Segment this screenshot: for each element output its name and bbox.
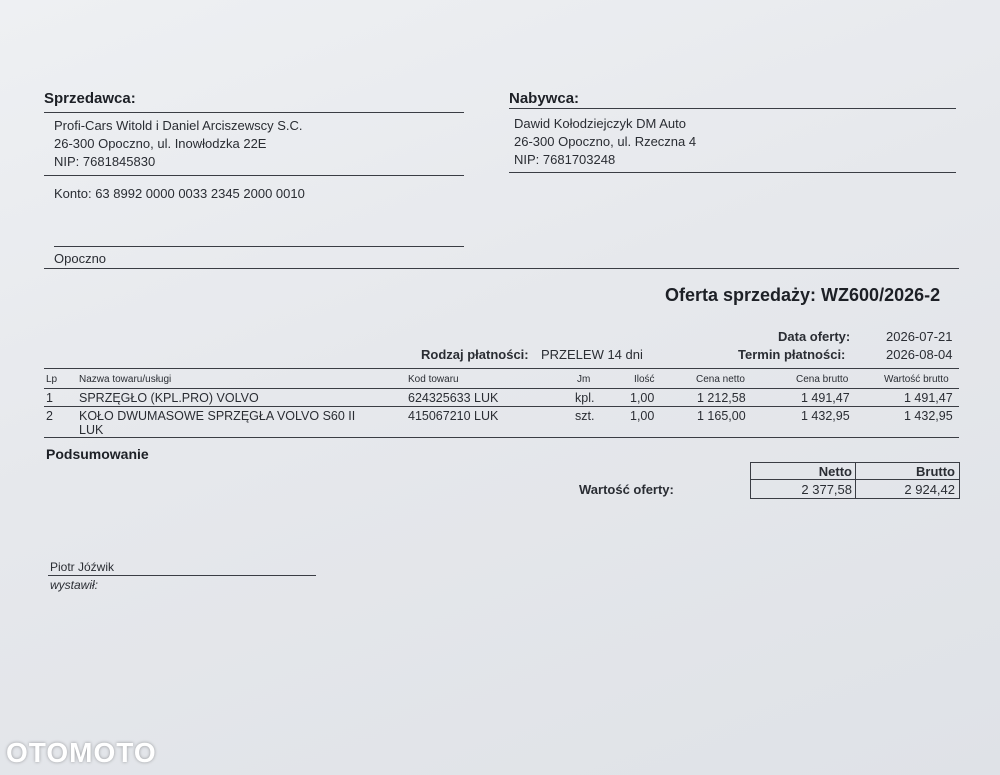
row-name: SPRZĘGŁO (KPL.PRO) VOLVO bbox=[79, 391, 259, 405]
otomoto-watermark-logo: OTOMOTO bbox=[6, 737, 157, 768]
row-name-cont: LUK bbox=[79, 423, 104, 437]
buyer-heading: Nabywca: bbox=[509, 90, 580, 107]
row-lp: 1 bbox=[46, 391, 53, 405]
row-unit: szt. bbox=[575, 409, 595, 423]
seller-name: Profi-Cars Witold i Daniel Arciszewscy S.C. bbox=[54, 118, 303, 133]
summary-brutto-value: 2 924,42 bbox=[904, 482, 955, 497]
seller-rule-bottom bbox=[54, 246, 464, 247]
payment-method-value: PRZELEW 14 dni bbox=[541, 347, 643, 362]
col-header-gross: Cena brutto bbox=[796, 374, 849, 385]
row-lp: 2 bbox=[46, 409, 53, 423]
payment-method-label: Rodzaj płatności: bbox=[421, 347, 529, 362]
col-header-name: Nazwa towaru/usługi bbox=[79, 374, 172, 385]
col-header-qty: Ilość bbox=[634, 374, 655, 385]
buyer-nip: NIP: 7681703248 bbox=[514, 152, 616, 167]
seller-address: 26-300 Opoczno, ul. Inowłodzka 22E bbox=[54, 136, 267, 151]
seller-rule-top bbox=[44, 112, 464, 113]
table-row-divider bbox=[44, 406, 959, 407]
row-total: 1 491,47 bbox=[904, 391, 953, 405]
table-rule-top bbox=[44, 368, 959, 369]
offer-title: Oferta sprzedaży: WZ600/2026-2 bbox=[665, 285, 941, 305]
buyer-name: Dawid Kołodziejczyk DM Auto bbox=[514, 116, 686, 131]
issuer-label: wystawił: bbox=[50, 578, 99, 592]
summary-heading: Podsumowanie bbox=[46, 446, 149, 462]
row-total: 1 432,95 bbox=[904, 409, 953, 423]
payment-due-value: 2026-08-04 bbox=[886, 347, 953, 362]
offer-value-label: Wartość oferty: bbox=[579, 482, 674, 497]
summary-box-divider bbox=[855, 462, 856, 498]
buyer-address: 26-300 Opoczno, ul. Rzeczna 4 bbox=[514, 134, 697, 149]
row-unit: kpl. bbox=[575, 391, 595, 405]
col-header-net: Cena netto bbox=[696, 374, 745, 385]
table-rule-bottom bbox=[44, 437, 959, 438]
col-header-code: Kod towaru bbox=[408, 374, 459, 385]
offer-date-value: 2026-07-21 bbox=[886, 329, 953, 344]
row-net: 1 212,58 bbox=[697, 391, 746, 405]
row-code: 624325633 LUK bbox=[408, 391, 499, 405]
seller-city: Opoczno bbox=[54, 251, 107, 266]
row-gross: 1 491,47 bbox=[801, 391, 850, 405]
col-header-unit: Jm bbox=[577, 374, 591, 385]
row-code: 415067210 LUK bbox=[408, 409, 499, 423]
offer-date-label: Data oferty: bbox=[778, 329, 851, 344]
seller-rule-mid bbox=[44, 175, 464, 176]
payment-due-label: Termin płatności: bbox=[738, 347, 846, 362]
seller-account: Konto: 63 8992 0000 0033 2345 2000 0010 bbox=[54, 186, 305, 201]
col-header-lp: Lp bbox=[46, 374, 58, 385]
row-qty: 1,00 bbox=[630, 391, 655, 405]
row-name: KOŁO DWUMASOWE SPRZĘGŁA VOLVO S60 II bbox=[79, 409, 356, 423]
buyer-rule-top bbox=[509, 108, 956, 109]
issuer-rule bbox=[48, 575, 316, 576]
summary-netto-value: 2 377,58 bbox=[801, 482, 852, 497]
row-net: 1 165,00 bbox=[697, 409, 746, 423]
header-divider bbox=[44, 268, 959, 269]
summary-brutto-label: Brutto bbox=[916, 464, 955, 479]
seller-heading: Sprzedawca: bbox=[44, 90, 136, 107]
col-header-total: Wartość brutto bbox=[884, 374, 949, 385]
row-qty: 1,00 bbox=[630, 409, 655, 423]
issuer-name: Piotr Jóźwik bbox=[50, 560, 115, 574]
row-gross: 1 432,95 bbox=[801, 409, 850, 423]
summary-netto-label: Netto bbox=[818, 464, 852, 479]
table-rule-header bbox=[44, 388, 959, 389]
seller-nip: NIP: 7681845830 bbox=[54, 154, 156, 169]
buyer-rule-bottom bbox=[509, 172, 956, 173]
